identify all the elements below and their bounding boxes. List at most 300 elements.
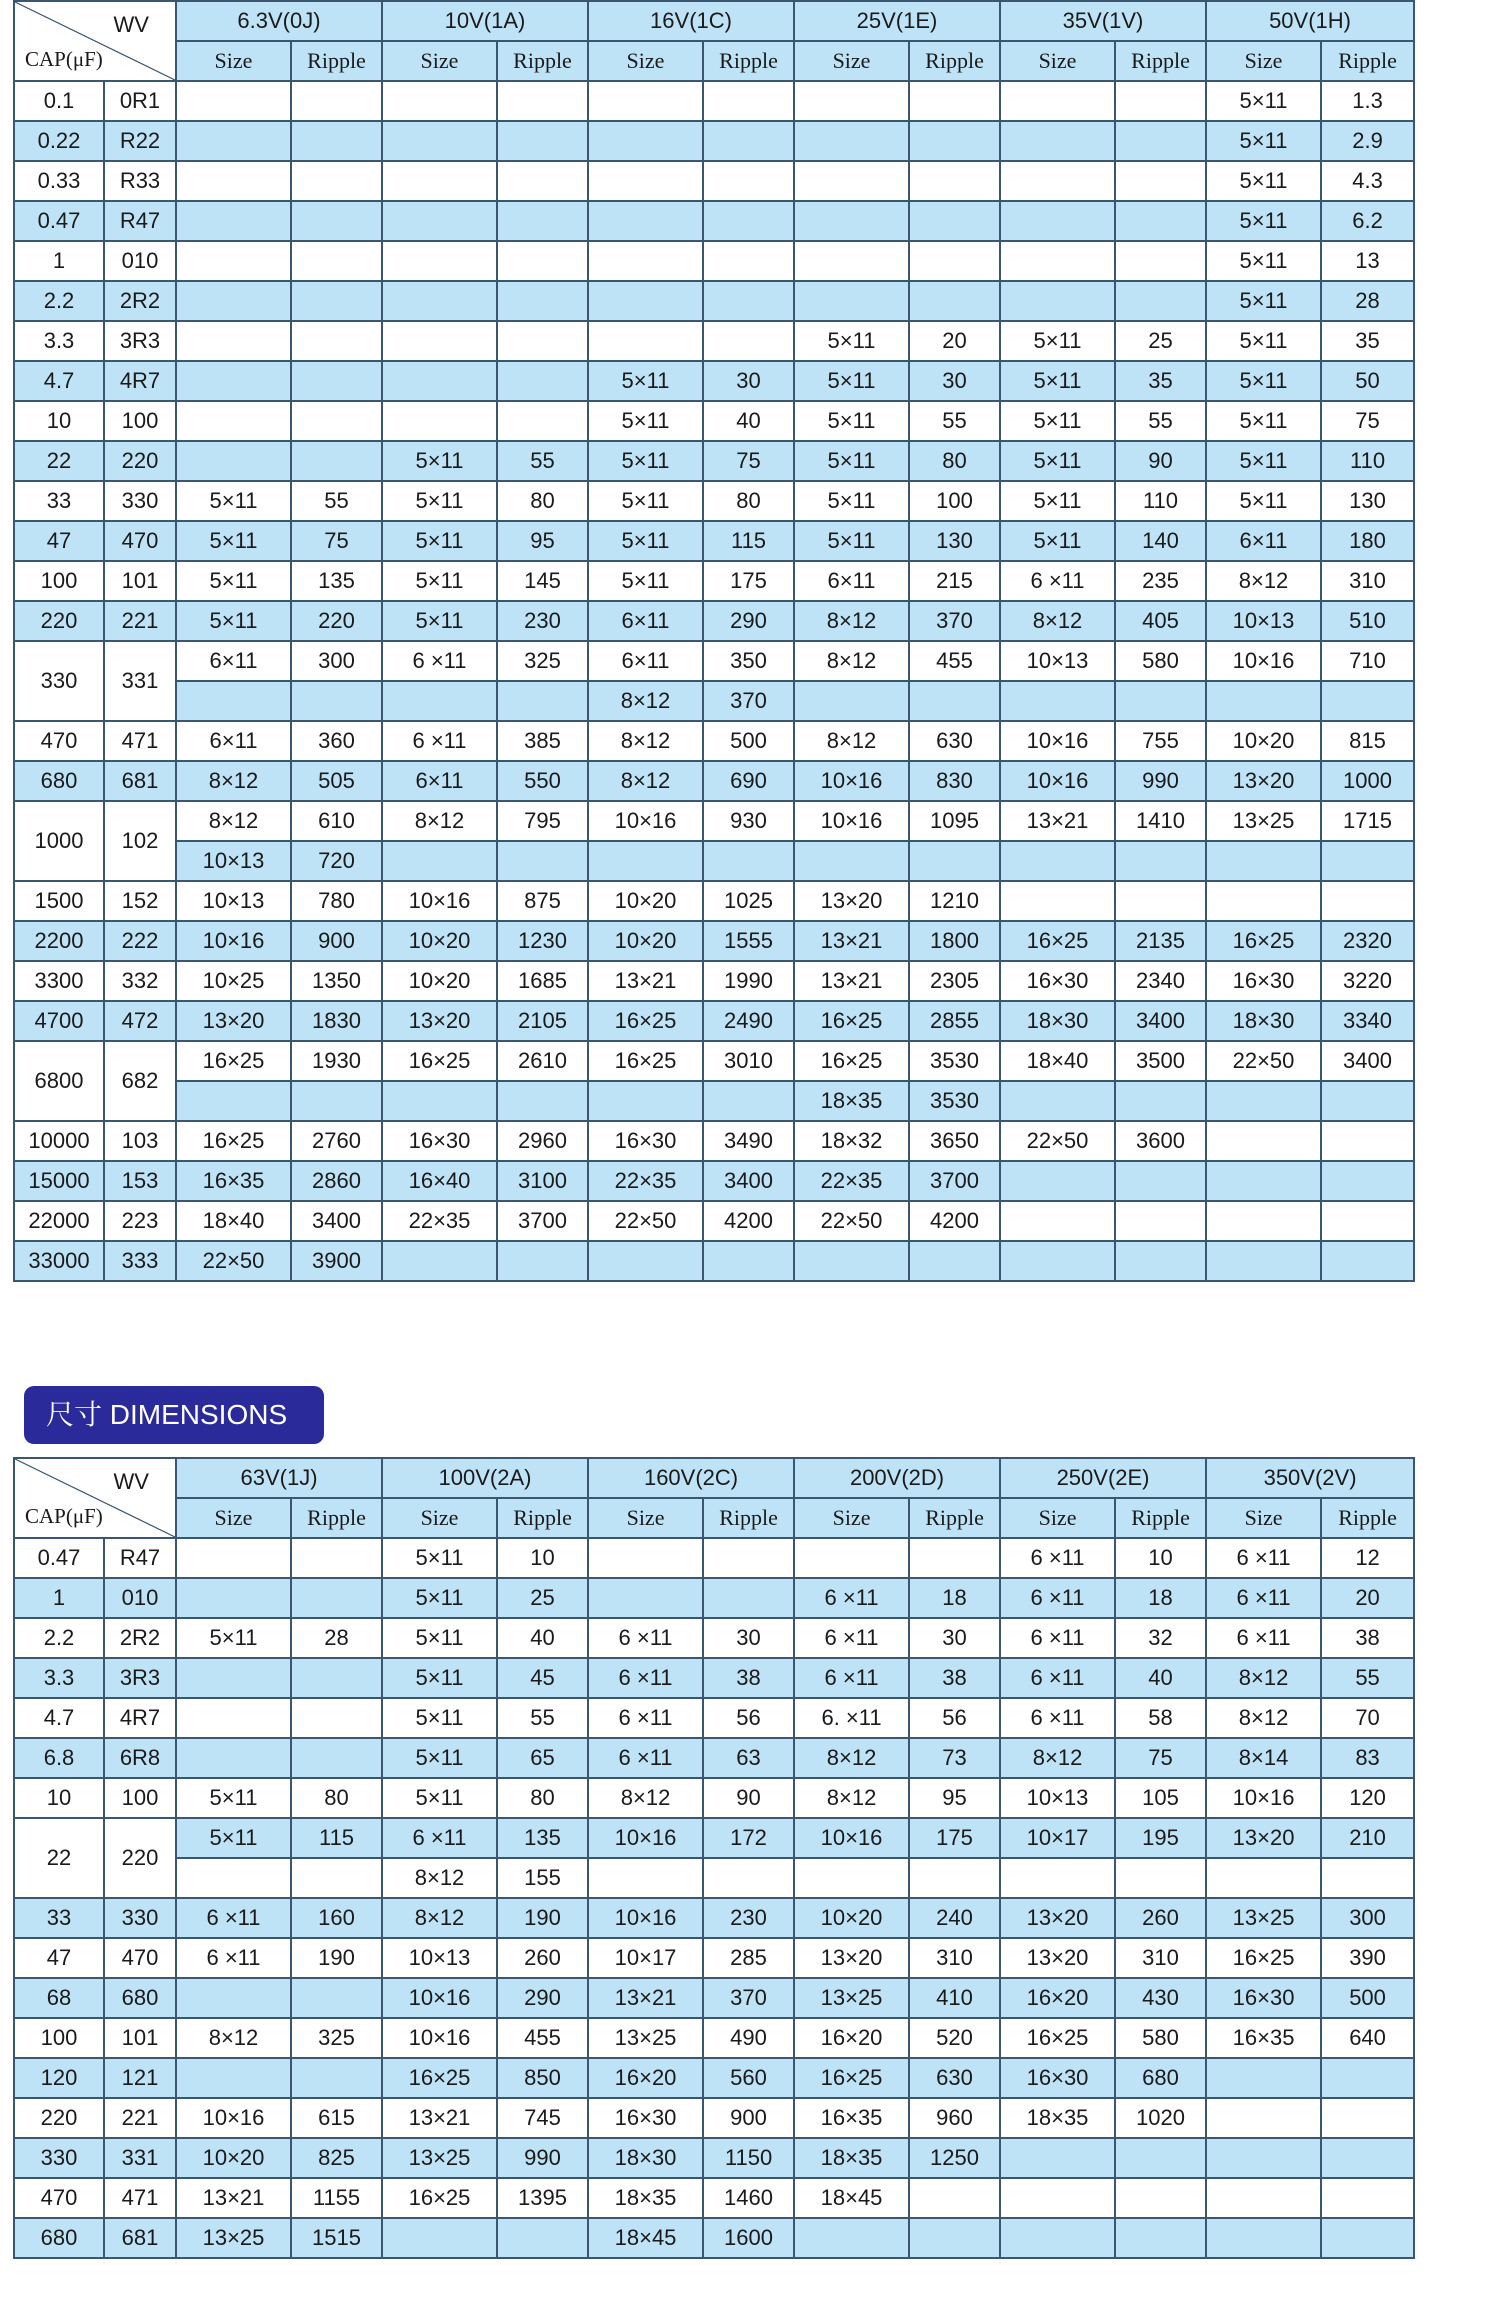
size-cell: 13×21 — [794, 961, 909, 1001]
ripple-cell — [703, 81, 794, 121]
cap-value: 22000 — [14, 1201, 104, 1241]
ripple-cell: 260 — [497, 1938, 588, 1978]
size-cell — [588, 161, 703, 201]
size-cell — [1206, 2218, 1321, 2258]
cap-value: 2200 — [14, 921, 104, 961]
cap-code: 330 — [104, 481, 176, 521]
cap-value: 33 — [14, 481, 104, 521]
cap-value: 330 — [14, 2138, 104, 2178]
ripple-cell: 3400 — [1115, 1001, 1206, 1041]
size-cell — [588, 121, 703, 161]
size-cell — [176, 1658, 291, 1698]
cap-value: 220 — [14, 601, 104, 641]
ripple-cell: 930 — [703, 801, 794, 841]
size-cell: 6 ×11 — [588, 1738, 703, 1778]
size-cell: 16×20 — [588, 2058, 703, 2098]
size-cell — [382, 1241, 497, 1281]
ripple-cell: 850 — [497, 2058, 588, 2098]
size-cell — [176, 201, 291, 241]
ripple-cell: 135 — [291, 561, 382, 601]
ripple-cell: 120 — [1321, 1778, 1414, 1818]
ripple-cell — [703, 121, 794, 161]
size-cell — [176, 1538, 291, 1578]
size-cell: 5×11 — [794, 321, 909, 361]
ripple-cell — [497, 321, 588, 361]
size-cell: 5×11 — [588, 401, 703, 441]
ripple-cell — [497, 1241, 588, 1281]
size-cell: 16×25 — [382, 2178, 497, 2218]
cap-value: 1500 — [14, 881, 104, 921]
size-cell: 13×21 — [794, 921, 909, 961]
ripple-cell — [1321, 1081, 1414, 1121]
ripple-cell: 3530 — [909, 1041, 1000, 1081]
ripple-cell: 80 — [497, 1778, 588, 1818]
ripple-cell: 2340 — [1115, 961, 1206, 1001]
size-cell: 18×45 — [794, 2178, 909, 2218]
size-cell: 6 ×11 — [1000, 1578, 1115, 1618]
voltage-header: 200V(2D) — [794, 1458, 1000, 1498]
cap-value: 100 — [14, 561, 104, 601]
cap-code: R33 — [104, 161, 176, 201]
ripple-cell: 130 — [1321, 481, 1414, 521]
ripple-cell: 210 — [1321, 1818, 1414, 1858]
size-cell: 5×11 — [382, 521, 497, 561]
ripple-cell: 20 — [1321, 1578, 1414, 1618]
size-cell — [1000, 1858, 1115, 1898]
ripple-cell: 3400 — [703, 1161, 794, 1201]
ripple-cell: 830 — [909, 761, 1000, 801]
size-cell — [1206, 1161, 1321, 1201]
ripple-cell — [291, 121, 382, 161]
size-cell: 16×35 — [1206, 2018, 1321, 2058]
ripple-cell: 310 — [1321, 561, 1414, 601]
size-cell — [588, 241, 703, 281]
size-cell: 16×25 — [176, 1121, 291, 1161]
size-cell — [1000, 121, 1115, 161]
ripple-cell: 2.9 — [1321, 121, 1414, 161]
ripple-cell: 490 — [703, 2018, 794, 2058]
size-cell: 13×20 — [1000, 1938, 1115, 1978]
size-cell: 10×16 — [794, 1818, 909, 1858]
ripple-cell — [291, 2058, 382, 2098]
ripple-cell: 55 — [497, 1698, 588, 1738]
size-cell — [1206, 881, 1321, 921]
ripple-cell: 35 — [1321, 321, 1414, 361]
cap-code: 101 — [104, 2018, 176, 2058]
cap-code: 2R2 — [104, 1618, 176, 1658]
ripple-cell — [1115, 1858, 1206, 1898]
ripple-cell: 25 — [497, 1578, 588, 1618]
size-cell — [1206, 1241, 1321, 1281]
cap-code: 223 — [104, 1201, 176, 1241]
size-cell — [588, 281, 703, 321]
size-cell: 16×25 — [794, 2058, 909, 2098]
size-cell: 8×12 — [382, 801, 497, 841]
ripple-cell: 1025 — [703, 881, 794, 921]
size-cell: 5×11 — [794, 521, 909, 561]
ripple-cell: 455 — [497, 2018, 588, 2058]
dimensions-section-tag: 尺寸 DIMENSIONS — [24, 1386, 324, 1444]
ripple-cell: 40 — [703, 401, 794, 441]
ripple-cell: 25 — [1115, 321, 1206, 361]
ripple-cell — [1321, 2058, 1414, 2098]
size-cell: 8×12 — [1206, 1658, 1321, 1698]
size-cell — [588, 201, 703, 241]
table-row — [14, 721, 1414, 761]
size-cell: 10×16 — [176, 921, 291, 961]
cap-value: 470 — [14, 2178, 104, 2218]
cap-code: 222 — [104, 921, 176, 961]
ripple-header: Ripple — [291, 1498, 382, 1538]
table-row — [14, 2018, 1414, 2058]
size-cell: 22×50 — [1000, 1121, 1115, 1161]
ripple-cell: 690 — [703, 761, 794, 801]
size-cell: 5×11 — [1206, 361, 1321, 401]
size-cell: 6 ×11 — [1000, 561, 1115, 601]
ripple-cell: 990 — [1115, 761, 1206, 801]
size-cell — [794, 161, 909, 201]
size-cell: 18×40 — [1000, 1041, 1115, 1081]
ripple-cell: 75 — [291, 521, 382, 561]
ripple-header: Ripple — [1321, 41, 1414, 81]
ripple-cell: 310 — [909, 1938, 1000, 1978]
ripple-header: Ripple — [1115, 41, 1206, 81]
ripple-cell: 1095 — [909, 801, 1000, 841]
ripple-cell: 195 — [1115, 1818, 1206, 1858]
table-row — [14, 1778, 1414, 1818]
table-row — [14, 681, 1414, 721]
ripple-header: Ripple — [497, 41, 588, 81]
size-cell: 13×21 — [588, 1978, 703, 2018]
size-cell: 10×20 — [382, 921, 497, 961]
size-cell: 5×11 — [794, 361, 909, 401]
ripple-cell — [703, 201, 794, 241]
size-cell: 13×20 — [1206, 1818, 1321, 1858]
size-cell: 10×20 — [794, 1898, 909, 1938]
cap-value: 220 — [14, 2098, 104, 2138]
cap-code: 0R1 — [104, 81, 176, 121]
table-row — [14, 1201, 1414, 1241]
cap-value: 0.33 — [14, 161, 104, 201]
ripple-cell: 680 — [1115, 2058, 1206, 2098]
size-cell: 6 ×11 — [794, 1618, 909, 1658]
ripple-cell: 3900 — [291, 1241, 382, 1281]
ripple-cell: 795 — [497, 801, 588, 841]
voltage-header: 35V(1V) — [1000, 1, 1206, 41]
ripple-cell: 55 — [497, 441, 588, 481]
size-cell: 6. ×11 — [794, 1698, 909, 1738]
size-cell: 10×25 — [176, 961, 291, 1001]
ripple-cell — [703, 1081, 794, 1121]
size-cell — [176, 81, 291, 121]
size-cell — [1000, 1081, 1115, 1121]
ripple-table-high-voltage — [13, 1457, 1415, 2259]
ripple-cell: 50 — [1321, 361, 1414, 401]
size-cell: 5×11 — [1206, 81, 1321, 121]
size-header: Size — [1206, 41, 1321, 81]
ripple-cell: 1155 — [291, 2178, 382, 2218]
table-row — [14, 1241, 1414, 1281]
table-row — [14, 1041, 1414, 1081]
ripple-cell: 80 — [497, 481, 588, 521]
cap-value: 1 — [14, 241, 104, 281]
ripple-cell — [1115, 881, 1206, 921]
ripple-cell: 2305 — [909, 961, 1000, 1001]
ripple-cell — [291, 1858, 382, 1898]
cap-code: 3R3 — [104, 321, 176, 361]
ripple-cell — [1115, 1081, 1206, 1121]
size-cell: 22×35 — [382, 1201, 497, 1241]
cap-label: CAP(μF) — [25, 47, 103, 71]
size-cell — [794, 81, 909, 121]
cap-code: R22 — [104, 121, 176, 161]
size-cell — [1206, 681, 1321, 721]
table-row — [14, 921, 1414, 961]
ripple-cell: 1460 — [703, 2178, 794, 2218]
size-cell — [1000, 1161, 1115, 1201]
ripple-cell — [909, 841, 1000, 881]
table-row — [14, 281, 1414, 321]
ripple-cell: 38 — [703, 1658, 794, 1698]
ripple-cell: 900 — [291, 921, 382, 961]
size-cell: 22×50 — [176, 1241, 291, 1281]
size-cell: 6×11 — [794, 561, 909, 601]
ripple-cell — [1321, 681, 1414, 721]
size-cell: 18×32 — [794, 1121, 909, 1161]
size-cell: 5×11 — [588, 481, 703, 521]
ripple-cell: 580 — [1115, 2018, 1206, 2058]
size-cell: 8×12 — [1000, 1738, 1115, 1778]
size-cell: 6 ×11 — [1206, 1578, 1321, 1618]
ripple-cell: 430 — [1115, 1978, 1206, 2018]
voltage-header: 160V(2C) — [588, 1458, 794, 1498]
cap-value: 3300 — [14, 961, 104, 1001]
ripple-header: Ripple — [703, 41, 794, 81]
table-row — [14, 961, 1414, 1001]
size-cell — [382, 681, 497, 721]
voltage-header: 10V(1A) — [382, 1, 588, 41]
size-cell — [794, 1858, 909, 1898]
size-cell: 8×12 — [794, 601, 909, 641]
size-cell: 10×20 — [1206, 721, 1321, 761]
size-cell: 18×40 — [176, 1201, 291, 1241]
size-cell: 8×12 — [588, 1778, 703, 1818]
ripple-cell — [1321, 1161, 1414, 1201]
size-header: Size — [176, 1498, 291, 1538]
cap-code: 681 — [104, 2218, 176, 2258]
size-cell: 5×11 — [176, 601, 291, 641]
size-cell: 18×30 — [588, 2138, 703, 2178]
ripple-cell: 12 — [1321, 1538, 1414, 1578]
size-cell: 16×20 — [1000, 1978, 1115, 2018]
cap-code: 221 — [104, 601, 176, 641]
ripple-header: Ripple — [291, 41, 382, 81]
size-cell — [794, 241, 909, 281]
ripple-cell — [291, 321, 382, 361]
voltage-header: 25V(1E) — [794, 1, 1000, 41]
ripple-cell: 1600 — [703, 2218, 794, 2258]
cap-value: 10000 — [14, 1121, 104, 1161]
size-header: Size — [1000, 41, 1115, 81]
ripple-cell — [291, 361, 382, 401]
ripple-cell: 3700 — [909, 1161, 1000, 1201]
ripple-cell — [291, 281, 382, 321]
ripple-cell — [1321, 881, 1414, 921]
ripple-cell: 3220 — [1321, 961, 1414, 1001]
cap-code: 100 — [104, 401, 176, 441]
size-cell: 5×11 — [1000, 521, 1115, 561]
size-cell — [176, 441, 291, 481]
ripple-cell: 300 — [1321, 1898, 1414, 1938]
ripple-cell — [497, 681, 588, 721]
table-row — [14, 841, 1414, 881]
size-cell: 16×25 — [588, 1001, 703, 1041]
ripple-cell: 405 — [1115, 601, 1206, 641]
size-cell: 13×25 — [1206, 801, 1321, 841]
size-cell: 5×11 — [1206, 401, 1321, 441]
size-cell: 5×11 — [176, 481, 291, 521]
ripple-cell: 160 — [291, 1898, 382, 1938]
cap-code: 680 — [104, 1978, 176, 2018]
ripple-cell — [1115, 2218, 1206, 2258]
table-row — [14, 1618, 1414, 1658]
ripple-cell: 1250 — [909, 2138, 1000, 2178]
ripple-cell: 80 — [703, 481, 794, 521]
size-header: Size — [794, 1498, 909, 1538]
ripple-cell: 720 — [291, 841, 382, 881]
size-cell: 13×21 — [176, 2178, 291, 2218]
voltage-header: 350V(2V) — [1206, 1458, 1414, 1498]
size-cell: 16×25 — [1206, 921, 1321, 961]
ripple-cell: 175 — [703, 561, 794, 601]
size-header: Size — [588, 1498, 703, 1538]
cap-value: 120 — [14, 2058, 104, 2098]
size-cell — [1000, 2218, 1115, 2258]
ripple-cell: 45 — [497, 1658, 588, 1698]
ripple-cell: 1830 — [291, 1001, 382, 1041]
size-cell — [1000, 241, 1115, 281]
ripple-cell — [1115, 161, 1206, 201]
size-cell: 10×16 — [588, 801, 703, 841]
table-row — [14, 521, 1414, 561]
table-row — [14, 1938, 1414, 1978]
size-cell: 5×11 — [1206, 201, 1321, 241]
size-cell — [1000, 1201, 1115, 1241]
size-cell: 6×11 — [588, 601, 703, 641]
size-cell: 16×30 — [1000, 2058, 1115, 2098]
size-cell: 10×20 — [588, 881, 703, 921]
ripple-cell — [703, 1578, 794, 1618]
size-cell — [176, 1738, 291, 1778]
size-cell: 5×11 — [176, 521, 291, 561]
ripple-cell: 260 — [1115, 1898, 1206, 1938]
size-cell: 8×12 — [794, 721, 909, 761]
size-cell: 10×17 — [588, 1938, 703, 1978]
table-row — [14, 361, 1414, 401]
size-cell: 5×11 — [1206, 121, 1321, 161]
size-cell: 22×50 — [1206, 1041, 1321, 1081]
ripple-cell — [291, 401, 382, 441]
size-cell: 8×12 — [176, 801, 291, 841]
table-row — [14, 761, 1414, 801]
ripple-cell — [497, 361, 588, 401]
size-cell: 6 ×11 — [1206, 1618, 1321, 1658]
size-cell: 8×12 — [176, 2018, 291, 2058]
cap-code: 331 — [104, 2138, 176, 2178]
ripple-cell — [909, 1538, 1000, 1578]
size-cell: 5×11 — [1206, 241, 1321, 281]
table-row — [14, 241, 1414, 281]
size-header: Size — [1206, 1498, 1321, 1538]
cap-value: 1000 — [14, 801, 104, 881]
size-cell: 6 ×11 — [1000, 1698, 1115, 1738]
size-cell — [1206, 2058, 1321, 2098]
ripple-cell: 4200 — [703, 1201, 794, 1241]
size-cell: 8×12 — [1206, 1698, 1321, 1738]
ripple-cell: 70 — [1321, 1698, 1414, 1738]
ripple-cell: 90 — [703, 1778, 794, 1818]
ripple-cell — [1321, 2218, 1414, 2258]
ripple-cell — [909, 1241, 1000, 1281]
ripple-cell: 240 — [909, 1898, 1000, 1938]
size-cell: 6 ×11 — [794, 1578, 909, 1618]
table-row — [14, 1658, 1414, 1698]
cap-value: 0.22 — [14, 121, 104, 161]
cap-code: 220 — [104, 1818, 176, 1898]
size-cell — [1206, 2098, 1321, 2138]
size-cell: 5×11 — [588, 521, 703, 561]
cap-code: 682 — [104, 1041, 176, 1121]
ripple-cell — [909, 241, 1000, 281]
ripple-cell: 90 — [1115, 441, 1206, 481]
ripple-cell: 370 — [909, 601, 1000, 641]
ripple-cell — [291, 1538, 382, 1578]
cap-value: 10 — [14, 1778, 104, 1818]
size-cell — [382, 161, 497, 201]
table-row — [14, 2058, 1414, 2098]
ripple-cell: 610 — [291, 801, 382, 841]
ripple-cell: 640 — [1321, 2018, 1414, 2058]
wv-label: WV — [113, 12, 149, 37]
size-cell: 16×40 — [382, 1161, 497, 1201]
size-cell: 13×21 — [1000, 801, 1115, 841]
ripple-cell — [497, 401, 588, 441]
ripple-cell: 370 — [703, 1978, 794, 2018]
table-row — [14, 481, 1414, 521]
size-cell: 22×35 — [794, 1161, 909, 1201]
size-cell — [1000, 281, 1115, 321]
ripple-cell: 145 — [497, 561, 588, 601]
size-cell — [794, 681, 909, 721]
ripple-cell — [909, 81, 1000, 121]
cap-value: 4700 — [14, 1001, 104, 1041]
ripple-cell: 56 — [909, 1698, 1000, 1738]
size-cell: 18×35 — [794, 2138, 909, 2178]
size-cell — [382, 241, 497, 281]
ripple-cell: 1000 — [1321, 761, 1414, 801]
size-cell: 5×11 — [588, 361, 703, 401]
size-cell — [1000, 201, 1115, 241]
table-row — [14, 401, 1414, 441]
ripple-cell: 172 — [703, 1818, 794, 1858]
ripple-cell: 38 — [909, 1658, 1000, 1698]
size-cell: 10×16 — [588, 1818, 703, 1858]
ripple-cell: 310 — [1115, 1938, 1206, 1978]
table-row — [14, 2098, 1414, 2138]
ripple-cell: 360 — [291, 721, 382, 761]
ripple-cell — [497, 2218, 588, 2258]
ripple-cell: 350 — [703, 641, 794, 681]
